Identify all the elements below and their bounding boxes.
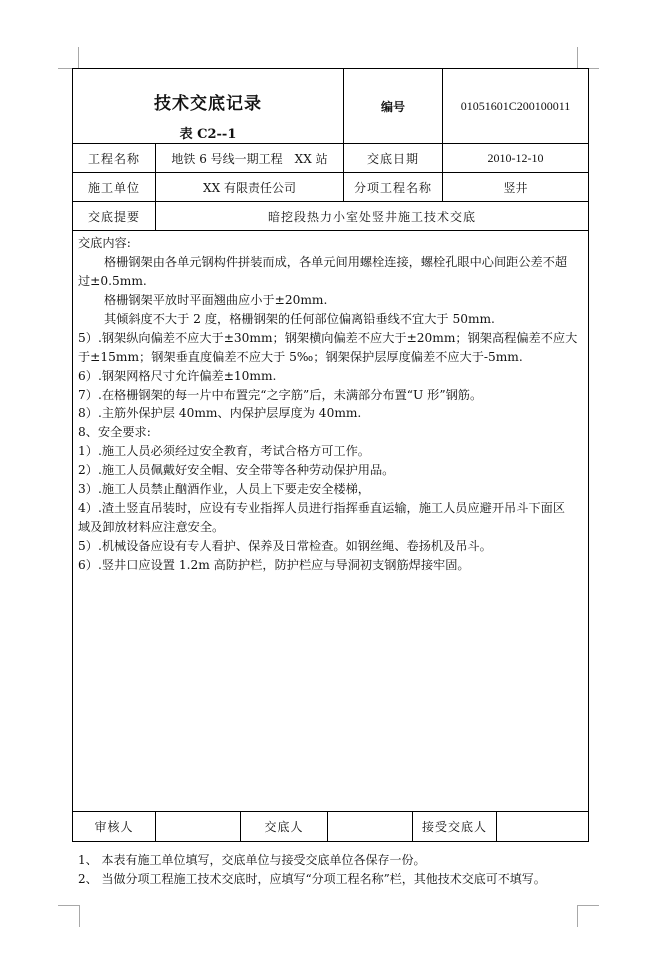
discloser-signature-field[interactable] — [328, 812, 413, 842]
content-line: 8）.主筋外保护层 40mm、内保护层厚度为 40mm. — [78, 406, 362, 421]
content-line: 6）.竖井口应设置 1.2m 高防护栏，防护栏应与导洞初支钢筋焊接牢固。 — [78, 557, 470, 572]
content-line: 域及卸放材料应注意安全。 — [78, 520, 225, 535]
summary-value[interactable]: 暗挖段热力小室处竖井施工技术交底 — [156, 202, 589, 231]
content-line: 1）.施工人员必须经过安全教育，考试合格方可工作。 — [78, 444, 370, 459]
content-line: 2）.施工人员佩戴好安全帽、安全带等各种劳动保护用品。 — [78, 463, 395, 478]
subproject-name-label: 分项工程名称 — [344, 173, 443, 202]
content-lines — [78, 234, 584, 575]
content-line: 7）.在格栅钢架的每一片中布置完“之字筋”后，未满部分布置“U 形”钢筋。 — [78, 387, 483, 402]
content-line: 5）.钢架纵向偏差不应大于±30mm；钢架横向偏差不应大于±20mm；钢架高程偏差不应大 — [78, 330, 578, 345]
content-line: 过±0.5mm. — [78, 273, 147, 288]
reviewer-label: 审核人 — [73, 812, 156, 842]
content-line: 4）.渣土竖直吊装时，应设有专业指挥人员进行指挥垂直运输，施工人员应避开吊斗下面区 — [78, 501, 565, 516]
disclosure-date-label: 交底日期 — [344, 144, 443, 173]
project-name-label: 工程名称 — [73, 144, 156, 173]
title-cell — [73, 69, 344, 144]
receiver-label: 接受交底人 — [413, 812, 497, 842]
project-name-value[interactable]: 地铁 6 号线一期工程 XX 站 — [156, 144, 344, 173]
content-line: 格栅钢架平放时平面翘曲应小于±20mm. — [104, 292, 328, 307]
technical-disclosure-form — [72, 68, 589, 842]
contractor-value[interactable]: XX 有限责任公司 — [156, 173, 344, 202]
content-line: 3）.施工人员禁止酗酒作业，人员上下要走安全楼梯， — [78, 482, 370, 497]
reviewer-signature-field[interactable] — [156, 812, 241, 842]
content-line: 6）.钢架网格尺寸允许偏差±10mm. — [78, 368, 277, 383]
crop-mark-top-right-v — [577, 47, 578, 68]
discloser-label: 交底人 — [241, 812, 328, 842]
content-line: 交底内容: — [78, 236, 131, 250]
content-line: 于±15mm；钢架垂直度偏差不应大于 5‰；钢架保护层厚度偏差不应大于-5mm. — [78, 349, 523, 364]
footnotes — [78, 851, 546, 889]
disclosure-content[interactable] — [73, 231, 589, 812]
form-title: 技术交底记录 — [154, 94, 262, 114]
receiver-signature-field[interactable] — [497, 812, 589, 842]
crop-mark-top-right-h — [589, 68, 599, 69]
content-line: 其倾斜度不大于 2 度，格栅钢架的任何部位偏离铅垂线不宜大于 50mm. — [104, 311, 495, 326]
crop-mark-bottom-left-h — [58, 905, 79, 906]
summary-label: 交底提要 — [73, 202, 156, 231]
disclosure-date-value[interactable]: 2010-12-10 — [443, 144, 589, 173]
serial-number-value[interactable]: 01051601C200100011 — [443, 69, 589, 144]
form-number: 表 C2--1 — [179, 127, 237, 142]
content-line: 格栅钢架由各单元钢构件拼装而成，各单元间用螺栓连接，螺栓孔眼中心间距公差不超 — [104, 254, 568, 269]
contractor-label: 施工单位 — [73, 173, 156, 202]
crop-mark-top-left-h — [58, 68, 72, 69]
subproject-name-value[interactable]: 竖井 — [443, 173, 589, 202]
footnote: 1、 本表有施工单位填写，交底单位与接受交底单位各保存一份。 — [78, 853, 426, 867]
crop-mark-top-left-v — [78, 47, 79, 68]
content-line: 5）.机械设备应设有专人看护、保养及日常检查。如钢丝绳、卷扬机及吊斗。 — [78, 539, 492, 553]
crop-mark-bottom-right-v — [577, 905, 578, 927]
crop-mark-bottom-right-h — [577, 905, 599, 906]
footnote: 2、 当做分项工程施工技术交底时，应填写“分项工程名称”栏，其他技术交底可不填写。 — [78, 872, 546, 886]
crop-mark-bottom-left-v — [79, 905, 80, 927]
serial-number-label: 编号 — [344, 69, 443, 144]
content-line: 8、安全要求: — [78, 425, 151, 440]
